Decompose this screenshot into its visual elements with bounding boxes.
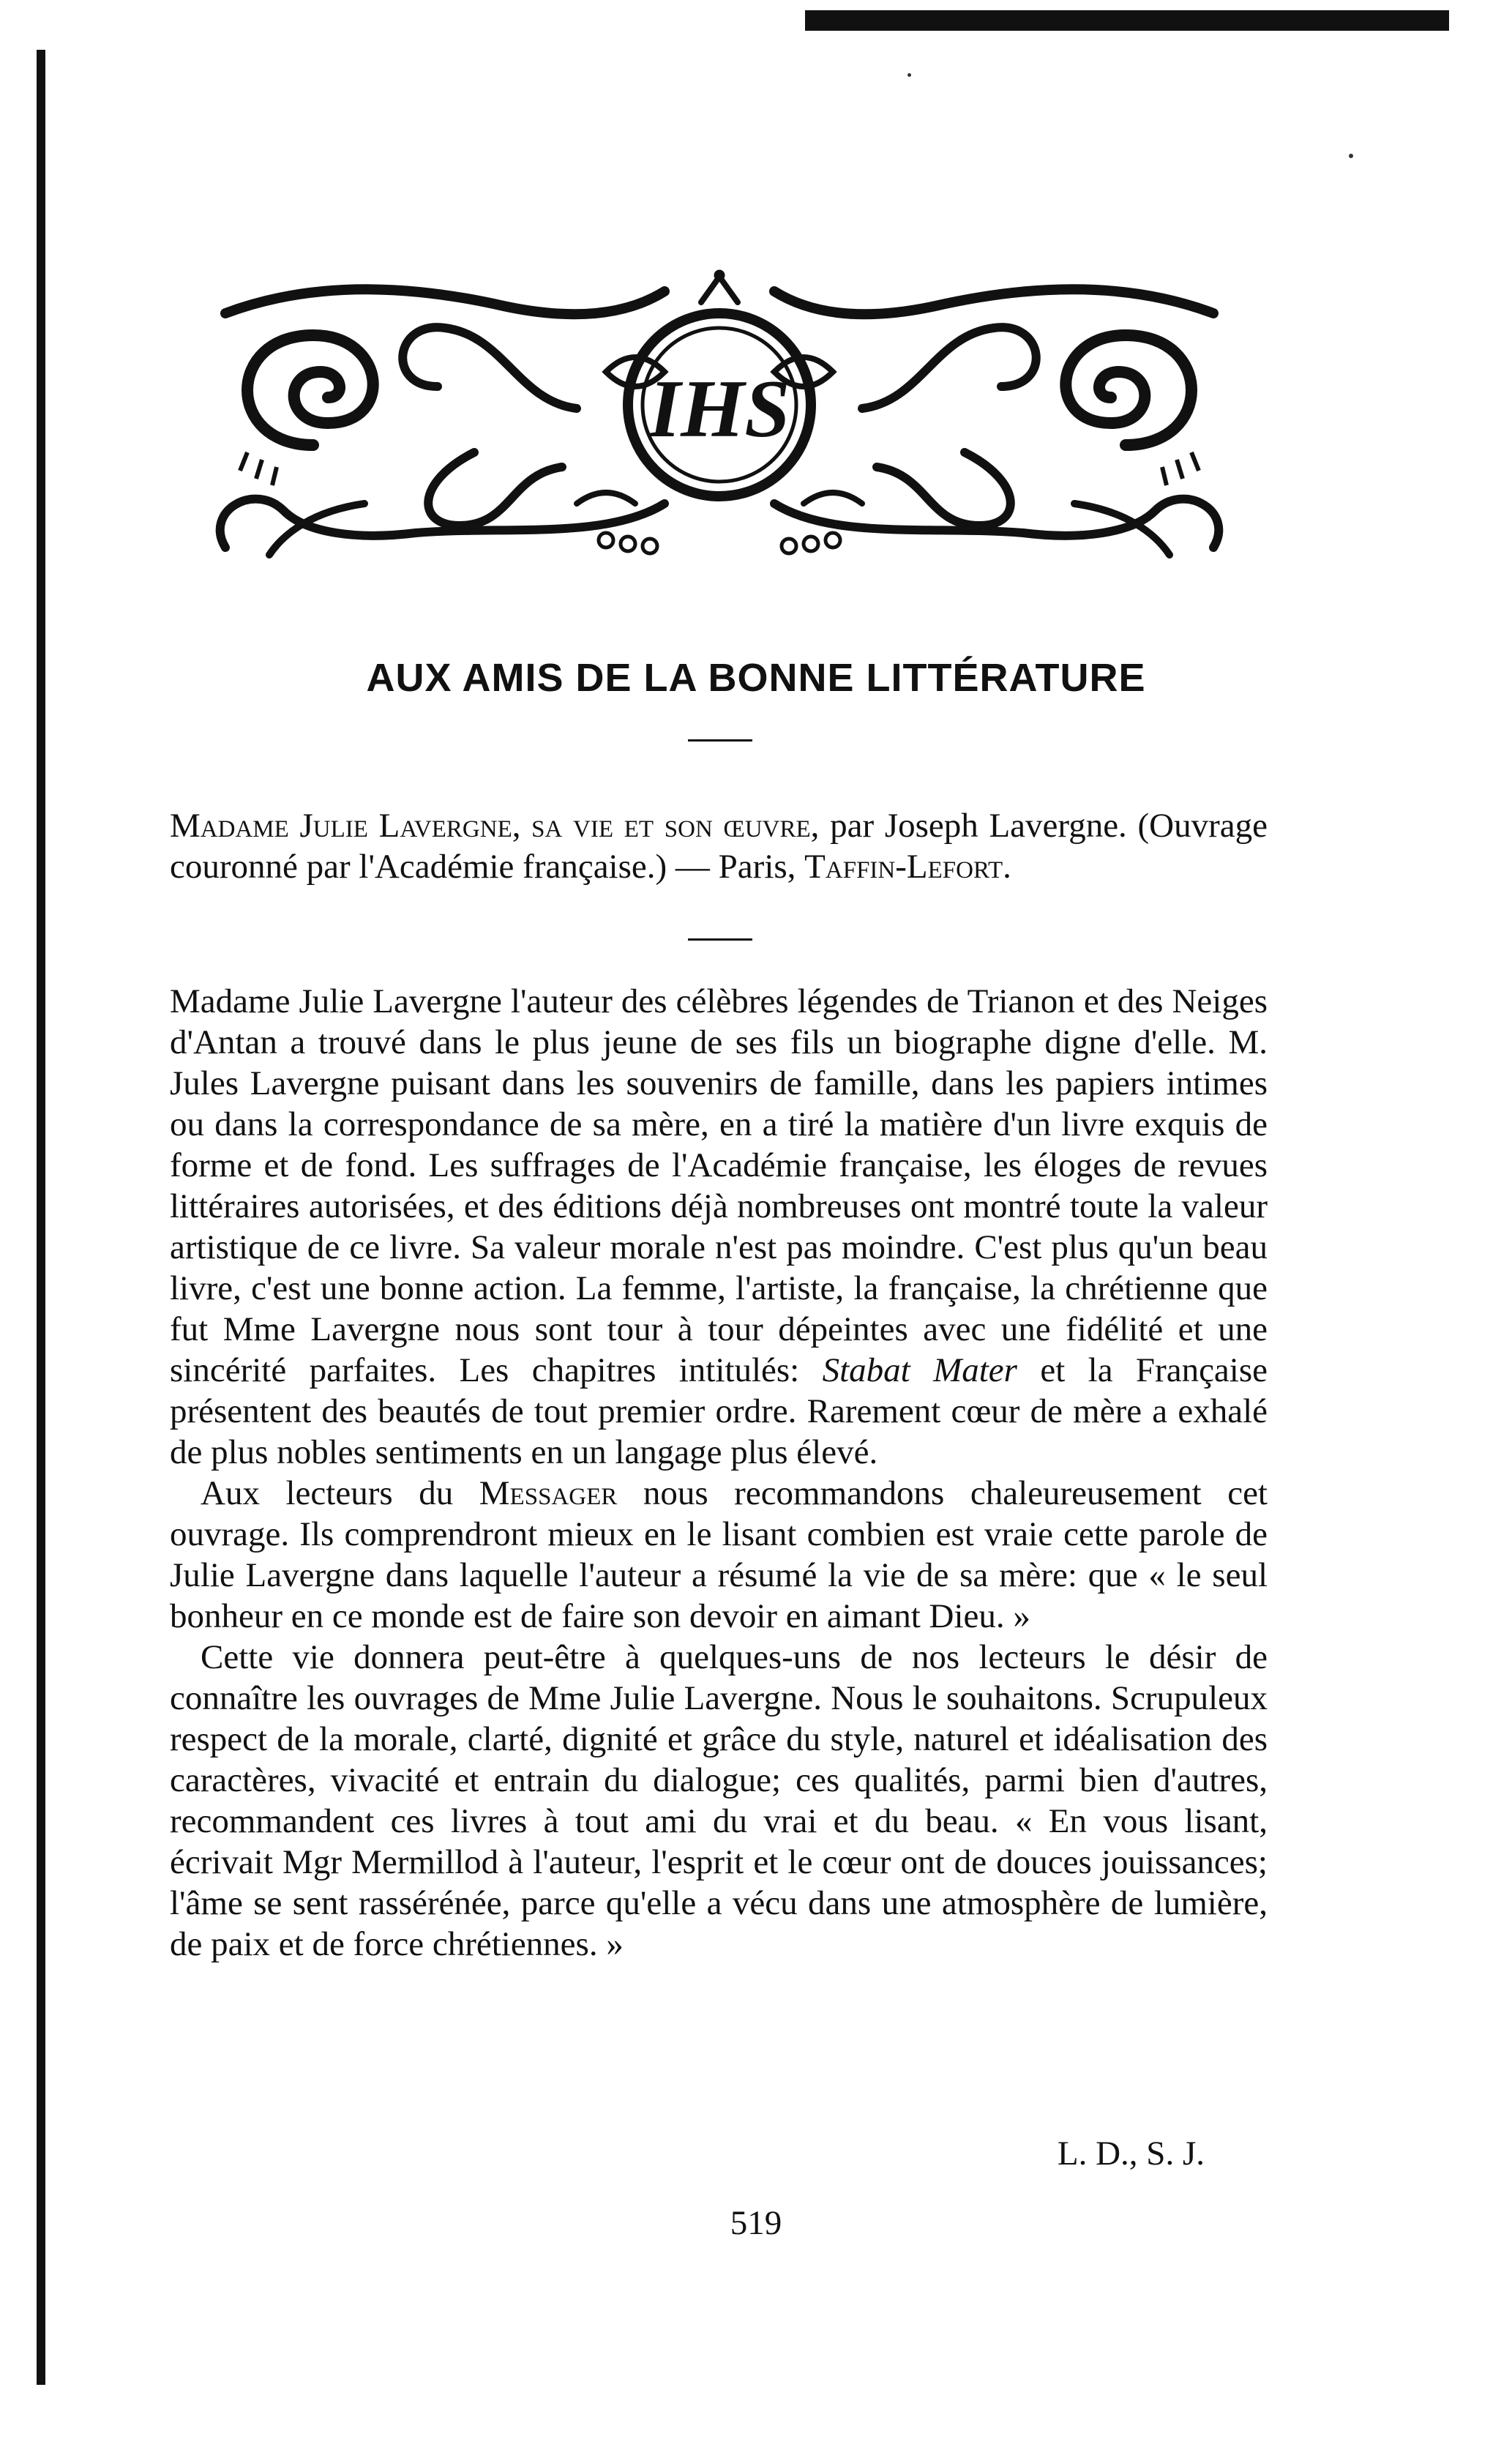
book-author: par Joseph Lavergne. <box>830 807 1127 845</box>
book-reference <box>170 805 1268 887</box>
page-speck <box>907 73 911 77</box>
decorative-headpiece <box>196 262 1243 577</box>
top-edge-rule <box>805 10 1449 31</box>
paragraph: Cette vie donnera peut-être à quelques-uns de nos lecteurs le désir de connaître les ouvrages de Mme Julie Lavergne. Nous le souhaitons. Scrupuleux respect de la morale, clarté, dignité et grâce du style, naturel et idéalisation des caractères, vivacité et entrain du dialogue; ces qualités, parmi bien d'autres, recommandent ces livres à tout ami du vrai et du beau. « En vous lisant, écrivait Mgr Mermillod à l'auteur, l'esprit et le cœur ont de douces jouissances; l'âme se sent rassérénée, parce qu'elle a vécu dans une atmosphère de lumière, de paix et de force chrétiennes. » <box>170 1638 1268 1963</box>
paragraph <box>170 981 1268 1473</box>
book-title: Madame Julie Lavergne, sa vie et son œuvre, <box>170 807 820 845</box>
book-award: (Ouvrage couronné par l'Académie française.) <box>170 807 1268 886</box>
left-margin-bar <box>37 50 45 2385</box>
publication-name: Messager <box>479 1474 618 1512</box>
ihs-monogram: IHS <box>648 364 790 455</box>
dash: — <box>675 848 710 886</box>
title-divider <box>688 739 752 742</box>
paragraph-text: Madame Julie Lavergne l'auteur des célèbres légendes de Trianon et des Neiges d'Antan a trouvé dans le plus jeune de ses fils un biographe digne d'elle. M. Jules Lavergne puisant dans les souvenirs de famille, dans les papiers intimes ou dans la correspondance de sa mère, en a tiré la matière d'un livre exquis de forme et de fond. Les suffrages de l'Académie française, les éloges de revues littéraires autorisées, et des éditions déjà nombreuses ont montré toute la valeur artistique de ce livre. Sa valeur morale n'est pas moindre. C'est plus qu'un beau livre, c'est une bonne action. La femme, l'artiste, la française, la chrétienne que fut Mme Lavergne nous sont tour à tour dépeintes avec une fidélité et une sincérité parfaites. Les chapitres intitulés: <box>170 982 1268 1389</box>
page-speck <box>1349 154 1353 158</box>
review-body <box>170 981 1268 1965</box>
paragraph-text: nous recommandons chaleureusement cet ouvrage. Ils comprendront mieux en le lisant combien est vraie cette parole de Julie Lavergne dans laquelle l'auteur a résumé la vie de sa mère: que « le seul bonheur en ce monde est de faire son devoir en aimant Dieu. » <box>170 1474 1268 1635</box>
paragraph-text: et la Française présentent des beautés de tout premier ordre. Rarement cœur de mère a exhalé de plus nobles sentiments en un langage plus élevé. <box>170 1351 1268 1471</box>
chapter-title: Stabat Mater <box>822 1351 1017 1389</box>
paragraph <box>170 1473 1268 1637</box>
section-divider <box>688 938 752 941</box>
page-number: 519 <box>730 2204 782 2242</box>
paragraph-text: Aux lecteurs du <box>201 1474 454 1512</box>
author-signature: L. D., S. J. <box>1057 2134 1205 2173</box>
book-place: Paris, <box>718 848 796 886</box>
article-title: AUX AMIS DE LA BONNE LITTÉRATURE <box>366 656 1146 700</box>
book-publisher: Taffin-Lefort. <box>804 848 1011 886</box>
